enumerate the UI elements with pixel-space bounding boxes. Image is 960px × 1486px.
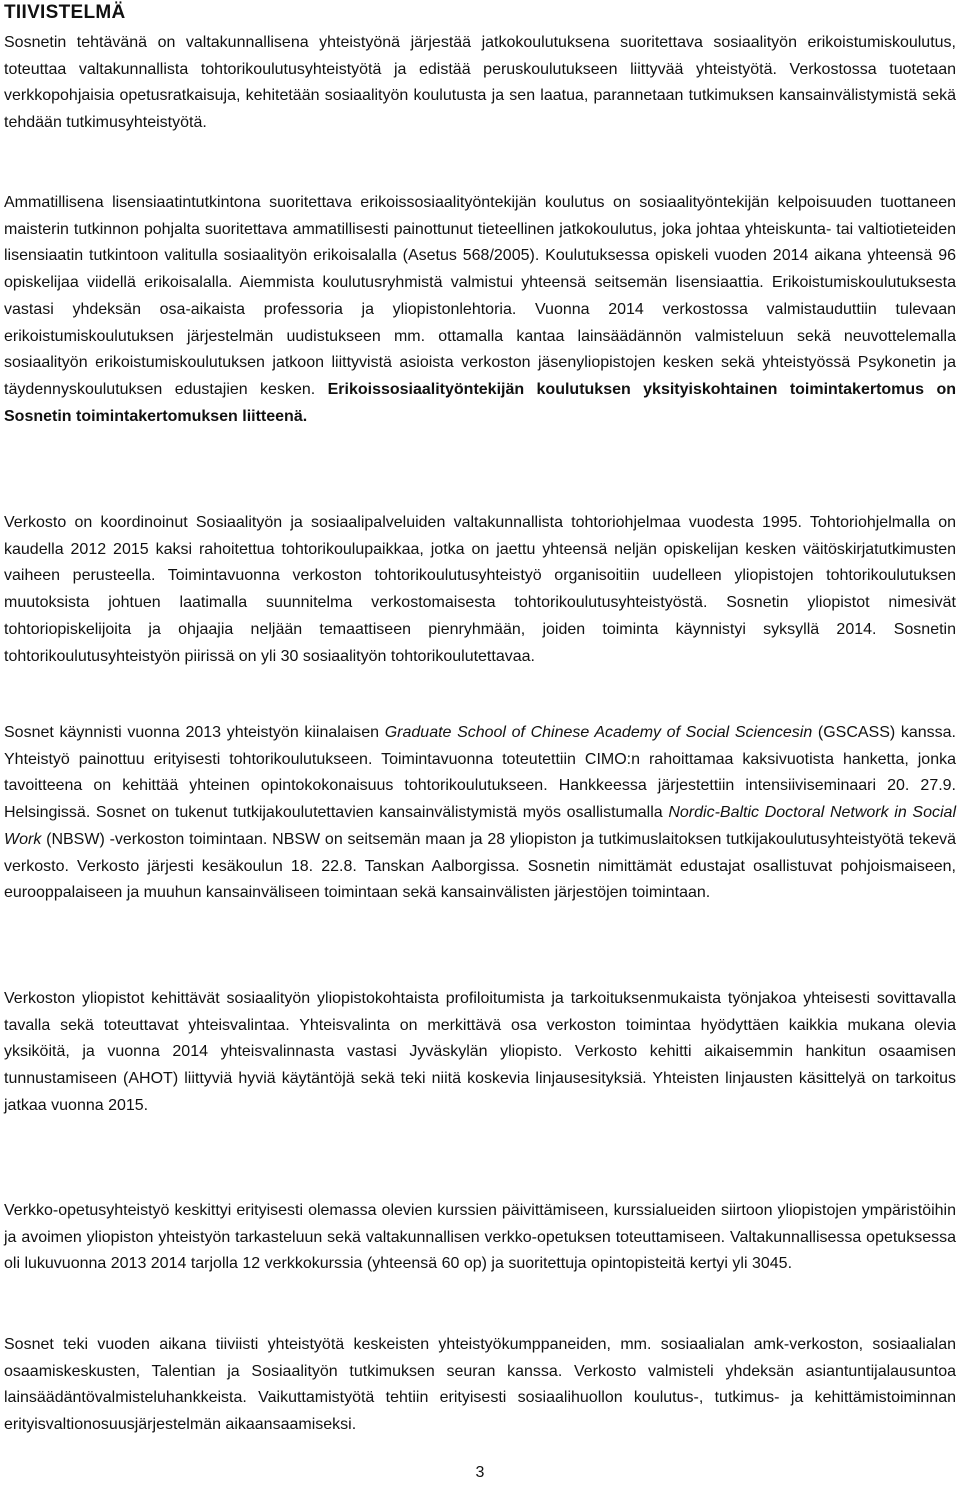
paragraph-4-segment: Sosnet käynnisti vuonna 2013 yhteistyön kiinalaisen <box>4 724 385 741</box>
paragraph-4-segment: (GSCASS) kanssa. Yhteistyö painottuu erityisesti tohtorikoulutukseen. Toimintavuonna toteutettiin CIMO:n rahoittamaa kaksivuotista hanketta, jonka tavoitteena on kehittää yhteinen opintokokonaisuus tohtorikoulutukseen. Hankkeessa järjestettiin intensiiviseminaari 20. 27.9. Helsingissä. Sosnet on tukenut tutkijakoulutettavien kansainvälistymistä myös osallistumalla <box>4 724 957 822</box>
paragraph-2-segment: Ammatillisena lisensiaatintutkintona suoritettava erikoissosiaalityöntekijän koulutus on sosiaalityöntekijän kelpoisuuden tuottaneen maisterin tutkinnon pohjalta suoritettava ammatillisesti painottunut tieteellinen jatkokoulutus, joka johtaa yhteiskunta- tai valtiotieteiden lisensiaatin tutkintoon valitulla sosiaalityön erikoisalalla (Asetus 568/2005). Koulutuksessa opiskeli vuoden 2014 aikana yhteensä 96 opiskelijaa viidellä erikoisalalla. Aiemmista koulutusryhmistä valmistui yhteensä seitsemän lisensiaattia. Erikoistumiskoulutuksesta vastasi yhdeksän osa-aikaista professoria ja yliopistonlehtoria. Vuonna 2014 verkostossa valmistauduttiin tulevaan erikoistumiskoulutuksen järjestelmän uudistukseen mm. ottamalla kantaa lainsäädännön valmisteluun sekä neuvottelemalla sosiaalityön erikoistumiskoulutuksen jatkoon liittyvistä asioista verkoston jäsenyliopistojen kesken sekä yhteistyössä Psykonetin ja täydennyskoulutuksen edustajien kesken. <box>4 194 956 398</box>
paragraph-4-segment: Graduate School of Chinese Academy of Social Sciencesin <box>384 724 813 741</box>
paragraph-6 <box>4 1198 956 1278</box>
paragraph-7 <box>4 1332 956 1439</box>
paragraph-4-segment: (NBSW) -verkoston toimintaan. NBSW on seitsemän maan ja 28 yliopiston ja tutkimuslaitoksen tutkijakoulutusyhteistyötä tekevä verkosto. Verkosto järjesti kesäkoulun 18. 22.8. Tanskan Aalborgissa. Sosnetin nimittämät edustajat osallistuvat pohjoismaiseen, eurooppalaiseen ja muuhun kansainväliseen toimintaan sekä kansainvälisten järjestöjen toimintaan. <box>4 830 956 902</box>
paragraph-1-segment: Sosnetin tehtävänä on valtakunnallisena yhteistyönä järjestää jatkokoulutuksena suoritettava sosiaalityön erikoistumiskoulutus, toteuttaa valtakunnallista tohtorikoulutusyhteistyötä ja edistää peruskoulutukseen liittyvää yhteistyötä. Verkostossa tuotetaan verkkopohjaisia opetusratkaisuja, kehitetään sosiaalityön koulutusta ja sen laatua, parannetaan tutkimuksen kansainvälistymistä sekä tehdään tutkimusyhteistyötä. <box>4 34 956 132</box>
paragraph-1 <box>4 30 956 137</box>
paragraph-3-segment: Verkosto on koordinoinut Sosiaalityön ja sosiaalipalveluiden valtakunnallista tohtoriohjelmaa vuodesta 1995. Tohtoriohjelmalla on kaudella 2012 2015 kaksi rahoitettua tohtorikoulupaikkaa, jotka on jaettu yhteensä neljän opiskelijan kesken väitöskirjatutkimusten vaiheen perusteella. Toimintavuonna verkoston tohtorikoulutusyhteistyö organisoitiin uudelleen yliopistojen tohtorikoulutuksen muutoksista johtuen laatimalla suunnitelma verkostomaisesta tohtorikoulutusyhteistyöstä. Sosnetin yliopistot nimesivät tohtoriopiskelijoita ja ohjaajia neljään temaattiseen pienryhmään, joiden toiminta käynnistyi syksyllä 2014. Sosnetin tohtorikoulutusyhteistyön piirissä on yli 30 sosiaalityön tohtorikoulutettavaa. <box>4 514 956 665</box>
paragraph-3 <box>4 510 956 670</box>
paragraph-7-segment: Sosnet teki vuoden aikana tiiviisti yhteistyötä keskeisten yhteistyökumppaneiden, mm. sosiaalialan amk-verkoston, sosiaalialan osaamiskeskusten, Talentian ja Sosiaalityön tutkimuksen seuran kanssa. Verkosto valmisteli yhdeksän asiantuntijalausuntoa lainsäädäntövalmisteluhankkeista. Vaikuttamistyötä tehtiin erityisesti sosiaalihuollon koulutus-, tutkimus- ja kehittämistoiminnan erityisvaltionosuusjärjestelmän aikaansaamiseksi. <box>4 1336 956 1434</box>
paragraph-5-segment: Verkoston yliopistot kehittävät sosiaalityön yliopistokohtaista profiloitumista ja tarkoituksenmukaista työnjakoa yhteisesti sovittavalla tavalla sekä toteuttavat yhteisvalintaa. Yhteisvalinta on merkittävä osa verkoston toimintaa hyödyttäen kaikkia mukana olevia yksiköitä, ja vuonna 2014 yhteisvalinnasta vastasi Jyväskylän yliopisto. Verkosto kehitti aikaisemmin hankitun osaamisen tunnustamiseen (AHOT) liittyviä hyviä käytäntöjä sekä teki niitä koskevia linjausesityksiä. Yhteisten linjausten käsittelyä on tarkoitus jatkaa vuonna 2015. <box>4 990 956 1114</box>
paragraph-4-segment: Nordic-Baltic Doctoral Network in Social Work <box>4 804 956 848</box>
paragraph-4 <box>4 720 956 907</box>
paragraph-2-segment: Erikoissosiaalityöntekijän koulutuksen yksityiskohtainen toimintakertomus on Sosnetin toimintakertomuksen liitteenä. <box>4 380 957 425</box>
paragraph-5 <box>4 986 956 1120</box>
paragraph-2 <box>4 190 956 430</box>
page-number: 3 <box>475 1464 485 1481</box>
paragraph-6-segment: Verkko-opetusyhteistyö keskittyi erityisesti olemassa olevien kurssien päivittämiseen, kurssialueiden siirtoon yliopistojen ympäristöihin ja avoimen yliopiston yhteistyön tarkasteluun sekä valtakunnallisen verkko-opetuksen toteuttamiseen. Valtakunnallisessa opetuksessa oli lukuvuonna 2013 2014 tarjolla 12 verkkokurssia (yhteensä 60 op) ja suoritettuja opintopisteitä kertyi yli 3045. <box>4 1202 956 1273</box>
page-title: TIIVISTELMÄ <box>4 2 126 23</box>
